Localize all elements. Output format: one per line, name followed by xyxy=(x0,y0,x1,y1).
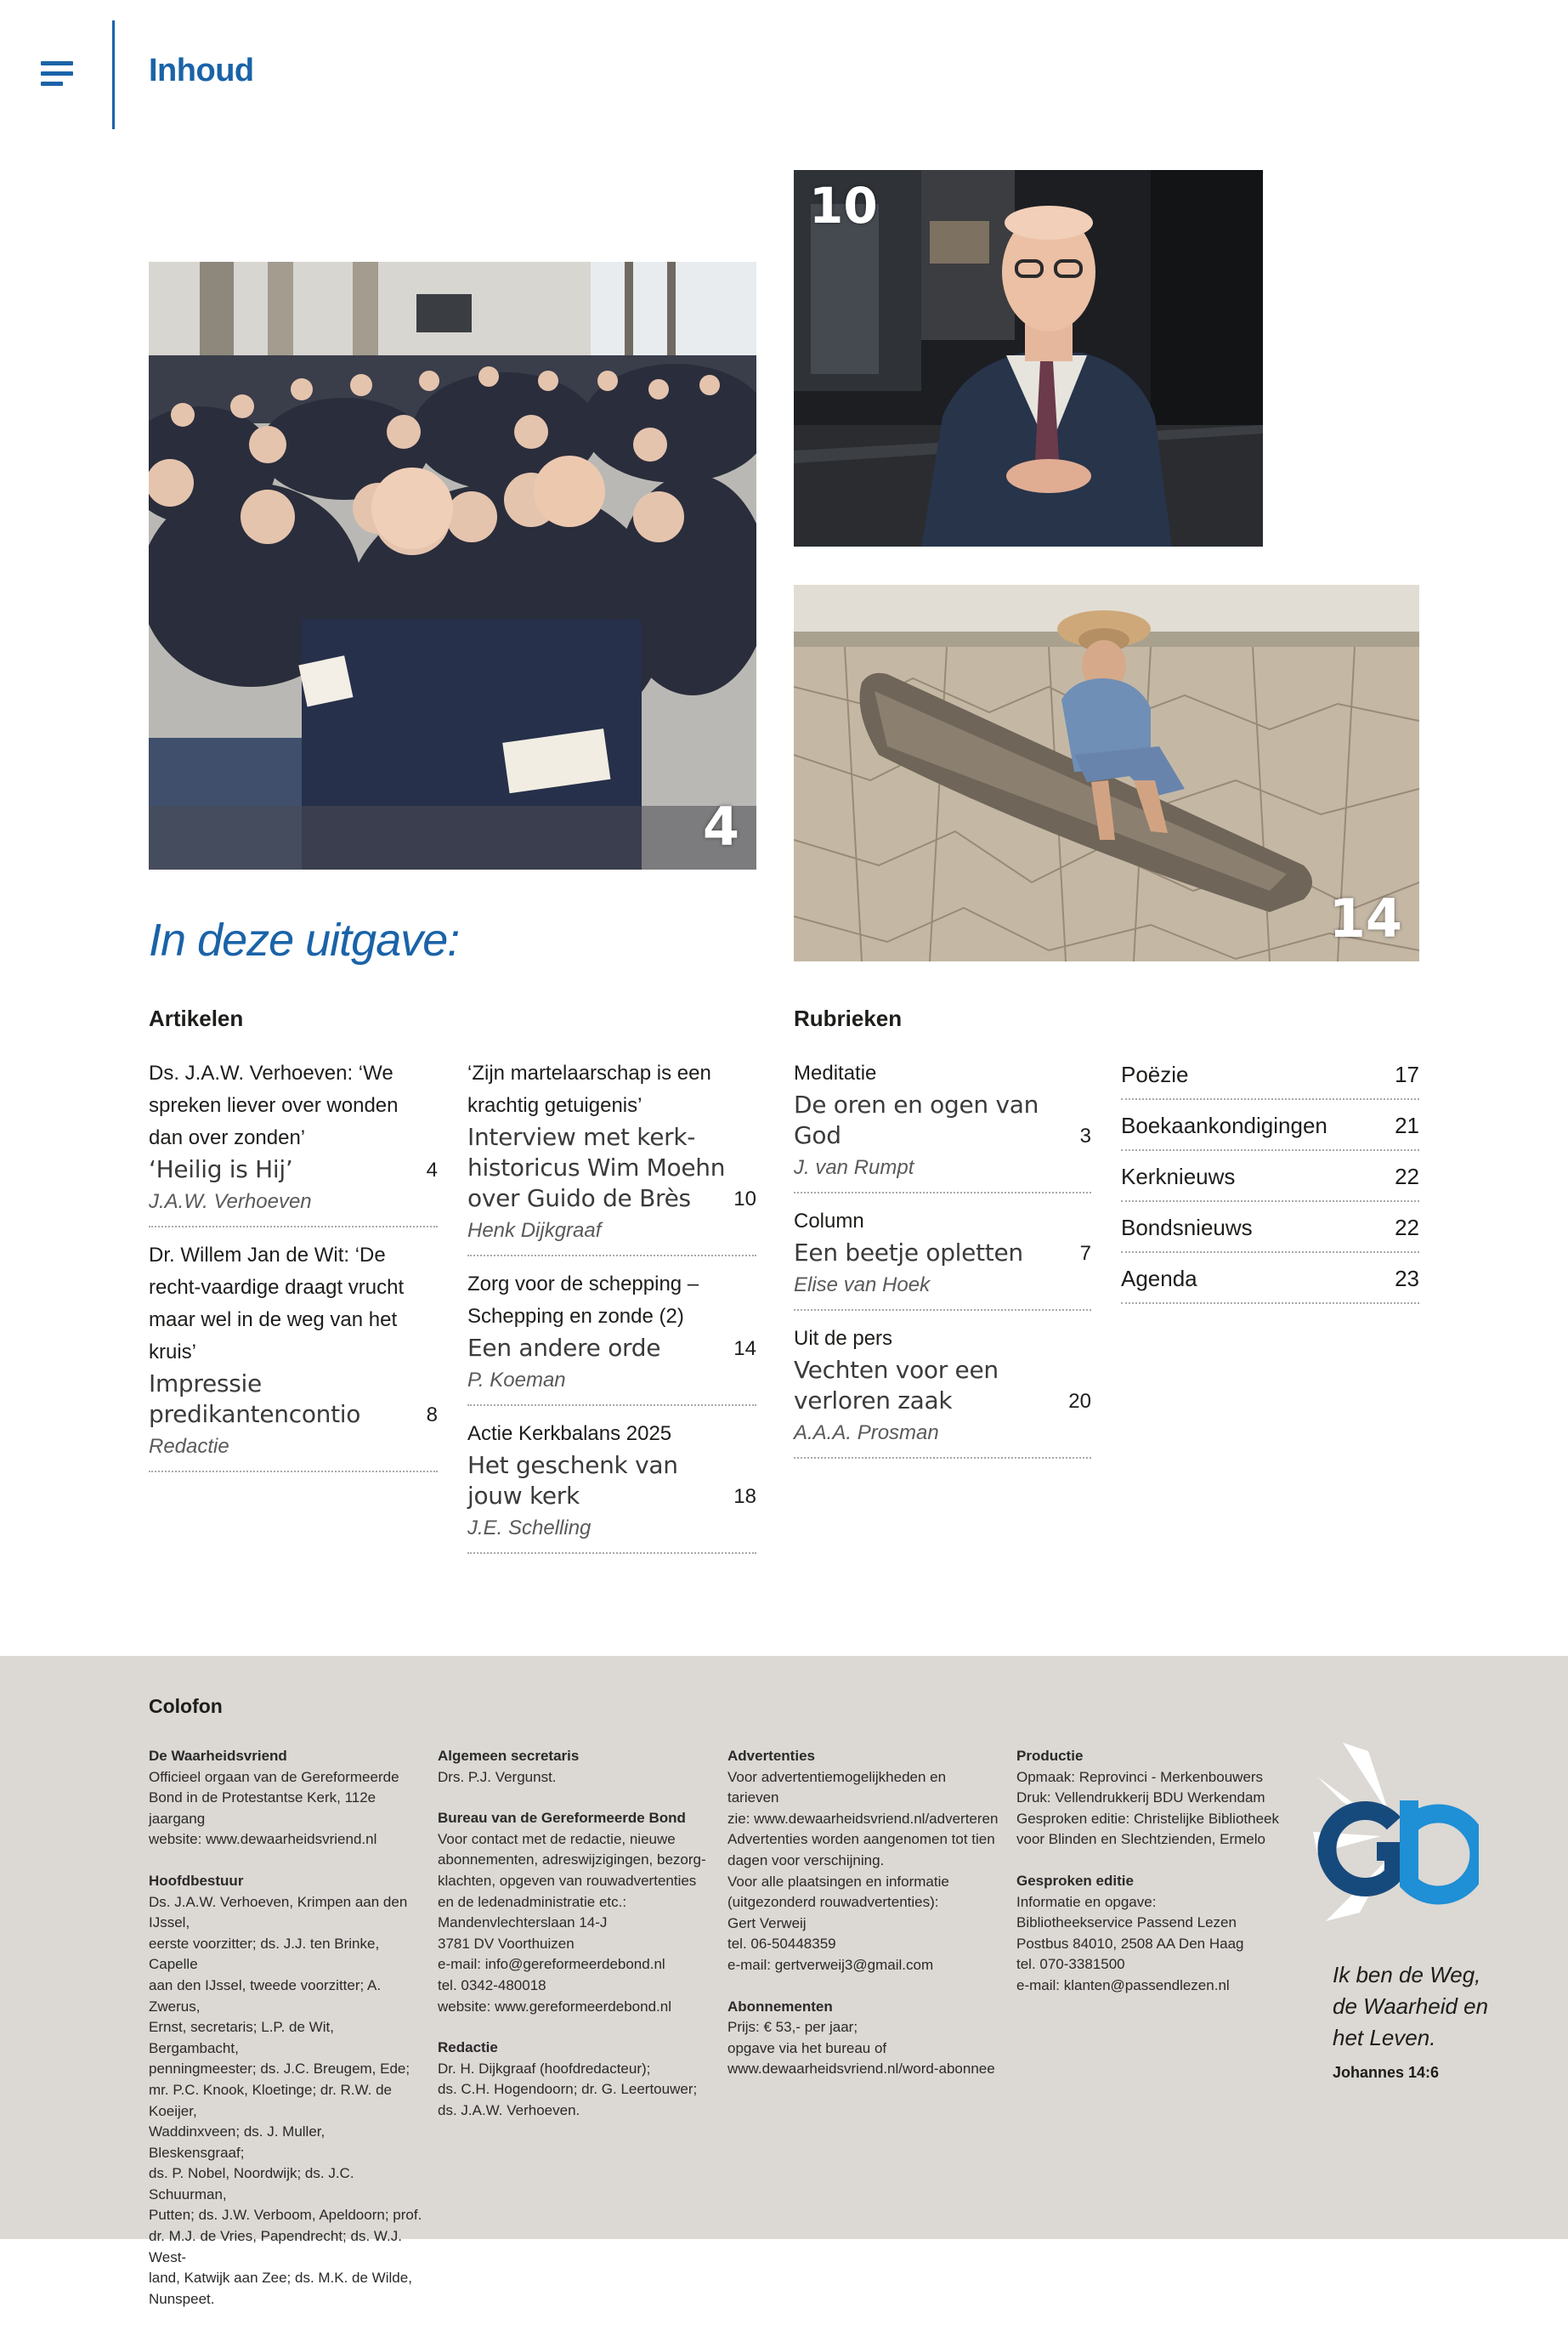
toc-title: Impressie predikantencontio xyxy=(149,1369,361,1428)
section-title: In deze uitgave: xyxy=(149,915,460,966)
colofon-heading: Abonnementen xyxy=(727,1998,833,2015)
colofon-heading: Bureau van de Gereformeerde Bond xyxy=(438,1810,686,1827)
toc-page-number: 8 xyxy=(426,1403,438,1426)
toc-kicker: Uit de pers xyxy=(794,1327,893,1350)
rubriek-page-number: 21 xyxy=(1395,1112,1419,1138)
colofon-heading: Redactie xyxy=(438,2039,498,2056)
rubriek-label: Bondsnieuws xyxy=(1121,1214,1253,1240)
toc-kicker: Actie Kerkbalans 2025 xyxy=(467,1422,672,1445)
rubrieken-column-2 xyxy=(1121,1051,1419,1306)
colofon-heading: Productie xyxy=(1016,1748,1084,1764)
toc-page-number: 18 xyxy=(733,1485,756,1508)
colofon-text: Dr. H. Dijkgraaf (hoofdredacteur); ds. C.H. Hogendoorn; dr. G. Leertouwer; ds. J.A.W. Verhoeven. xyxy=(438,2060,698,2118)
colofon-text: Officieel orgaan van de Gereformeerde Bond in de Protestantse Kerk, 112e jaargang website: www.dewaarheidsvriend.nl xyxy=(149,1768,399,1848)
toc-entry[interactable] xyxy=(149,1239,438,1472)
toc-page-number: 4 xyxy=(426,1159,438,1182)
gereformeerde-bond-logo xyxy=(1309,1743,1479,1930)
colofon-heading: Gesproken editie xyxy=(1016,1872,1134,1889)
rubriek-page-number: 23 xyxy=(1395,1265,1419,1291)
rubriek-label: Kerknieuws xyxy=(1121,1163,1236,1189)
toc-page-number: 14 xyxy=(733,1337,756,1360)
colofon-text: Informatie en opgave: Bibliotheekservice Passend Lezen Postbus 84010, 2508 AA Den Haag tel. 070-3381500 e-mail: klanten@passendlezen.nl xyxy=(1016,1893,1244,1993)
photo-conference-audience[interactable] xyxy=(149,262,756,870)
rubriek-page-number: 17 xyxy=(1395,1061,1419,1087)
toc-title: Een andere orde xyxy=(467,1334,661,1362)
toc-title: Het geschenk van jouw kerk xyxy=(467,1451,678,1510)
toc-entry[interactable] xyxy=(794,1205,1091,1311)
colofon-text: Voor contact met de redactie, nieuwe abonnementen, adreswijzigingen, bezorg- klachten, opgeven van rouwadvertenties en de ledenadministratie etc.: Mandenvlechterslaan 14-J 3781 DV Voorthuizen e-mail: info@gereformeerdebond.nl tel. 0342-480018 website: www.gereformeerdebond.nl xyxy=(438,1830,706,2015)
toc-kicker: Ds. J.A.W. Verhoeven: ‘We spreken liever over wonden dan over zonden’ xyxy=(149,1062,399,1149)
toc-kicker: Meditatie xyxy=(794,1062,877,1085)
rubriek-entry[interactable] xyxy=(1121,1051,1419,1100)
toc-title: Vechten voor een verloren zaak xyxy=(794,1356,999,1414)
colofon-title: Colofon xyxy=(149,1695,223,1717)
colofon-column-4 xyxy=(1016,1746,1290,2017)
colofon-text: Voor advertentiemogelijkheden en tarieven zie: www.dewaarheidsvriend.nl/adverteren Advertenties worden aangenomen tot tien dagen voor verschijning. Voor alle plaatsingen en informatie (uitgezonderd rouwadvertenties): Gert Verweij tel. 06-50448359 e-mail: gertverweij3@gmail.com xyxy=(727,1768,999,1973)
bible-quote: Ik ben de Weg, de Waarheid en het Leven. xyxy=(1333,1962,1489,2050)
colofon-text: Prijs: € 53,- per jaar; opgave via het bureau of www.dewaarheidsvriend.nl/word-abonnee xyxy=(727,2019,995,2078)
toc-entry[interactable] xyxy=(794,1323,1091,1459)
toc-author: Henk Dijkgraaf xyxy=(467,1219,602,1242)
rubriek-page-number: 22 xyxy=(1395,1214,1419,1240)
toc-entry[interactable] xyxy=(467,1418,756,1554)
toc-title: Een beetje opletten xyxy=(794,1239,1023,1267)
toc-author: Redactie xyxy=(149,1435,229,1458)
colofon-text: Opmaak: Reprovinci - Merkenbouwers Druk: Vellendrukkerij BDU Werkendam Gesproken editie: Christelijke Bibliotheek voor Blinden en Slechtzienden, Ermelo xyxy=(1016,1768,1279,1848)
toc-page-number: 3 xyxy=(1079,1125,1091,1148)
articles-column-1 xyxy=(149,1057,438,1484)
rubriek-entry[interactable] xyxy=(1121,1255,1419,1304)
header-divider xyxy=(112,20,115,129)
toc-page-number: 20 xyxy=(1068,1390,1091,1413)
toc-page-number: 10 xyxy=(733,1188,756,1210)
photo-boy-in-boat[interactable] xyxy=(794,585,1419,961)
toc-author: Elise van Hoek xyxy=(794,1273,931,1296)
photo-page-number: 10 xyxy=(809,177,878,235)
rubriek-page-number: 22 xyxy=(1395,1163,1419,1189)
rubriek-entry[interactable] xyxy=(1121,1102,1419,1151)
rubrieken-column-1 xyxy=(794,1057,1091,1471)
colofon-text: Drs. P.J. Vergunst. xyxy=(438,1768,557,1785)
photo-page-number: 14 xyxy=(1328,887,1402,950)
toc-author: J.E. Schelling xyxy=(467,1516,592,1539)
colofon-column-3 xyxy=(727,1746,1001,2100)
articles-column-2 xyxy=(467,1057,756,1566)
colofon-column-2 xyxy=(438,1746,711,2142)
rubriek-entry[interactable] xyxy=(1121,1204,1419,1253)
toc-title: Interview met kerk-historicus Wim Moehn over Guido de Brès xyxy=(467,1123,726,1212)
colofon-text: Ds. J.A.W. Verhoeven, Krimpen aan den IJssel, eerste voorzitter; ds. J.J. ten Brinke, Capelle aan den IJssel, tweede voorzitter; A. Zwerus, Ernst, secretaris; L.P. de Wit, Bergambacht, penningmeester; ds. J.C. Breugem, Ede; mr. P.C. Knook, Kloetinge; dr. R.W. de Koeijer, Waddinxveen; ds. J. Muller, Bleskensgraaf; ds. P. Nobel, Noordwijk; ds. J.C. Schuurman, Putten; ds. J.W. Verboom, Apeldoorn; prof. dr. M.J. de Vries, Papendrecht; ds. W.J. West- land, Katwijk aan Zee; ds. M.K. de Wilde, Nunspeet. xyxy=(149,1893,422,2307)
colofon-heading: Algemeen secretaris xyxy=(438,1748,580,1764)
toc-kicker: ‘Zijn martelaarschap is een krachtig getuigenis’ xyxy=(467,1062,711,1117)
rubriek-label: Agenda xyxy=(1121,1265,1197,1291)
photo-page-number: 4 xyxy=(702,796,739,858)
hamburger-menu-icon[interactable] xyxy=(41,61,73,87)
colofon-column-1 xyxy=(149,1746,422,2330)
page-title: Inhoud xyxy=(149,53,254,88)
photo-portrait-man[interactable] xyxy=(794,170,1263,547)
toc-entry[interactable] xyxy=(467,1057,756,1256)
toc-kicker: Dr. Willem Jan de Wit: ‘De recht-vaardige draagt vrucht maar wel in de weg van het kruis’ xyxy=(149,1244,405,1363)
rubrieken-heading: Rubrieken xyxy=(794,1006,903,1031)
toc-entry[interactable] xyxy=(149,1057,438,1227)
rubriek-entry[interactable] xyxy=(1121,1153,1419,1202)
toc-kicker: Zorg voor de schepping – Schepping en zonde (2) xyxy=(467,1273,699,1328)
toc-author: P. Koeman xyxy=(467,1369,566,1392)
colofon-heading: Hoofdbestuur xyxy=(149,1872,244,1889)
toc-title: De oren en ogen van God xyxy=(794,1091,1039,1149)
rubriek-label: Poëzie xyxy=(1121,1061,1189,1087)
bible-quote-reference: Johannes 14:6 xyxy=(1333,2064,1440,2081)
toc-author: J.A.W. Verhoeven xyxy=(149,1190,312,1213)
colofon-heading: De Waarheidsvriend xyxy=(149,1748,287,1764)
toc-kicker: Column xyxy=(794,1210,864,1233)
colofon-heading: Advertenties xyxy=(727,1748,815,1764)
toc-entry[interactable] xyxy=(467,1268,756,1406)
toc-title: ‘Heilig is Hij’ xyxy=(149,1155,293,1183)
rubriek-label: Boekaankondigingen xyxy=(1121,1112,1327,1138)
toc-author: J. van Rumpt xyxy=(794,1156,914,1179)
toc-author: A.A.A. Prosman xyxy=(794,1421,939,1444)
articles-heading: Artikelen xyxy=(149,1006,244,1031)
toc-entry[interactable] xyxy=(794,1057,1091,1193)
toc-page-number: 7 xyxy=(1079,1242,1091,1265)
